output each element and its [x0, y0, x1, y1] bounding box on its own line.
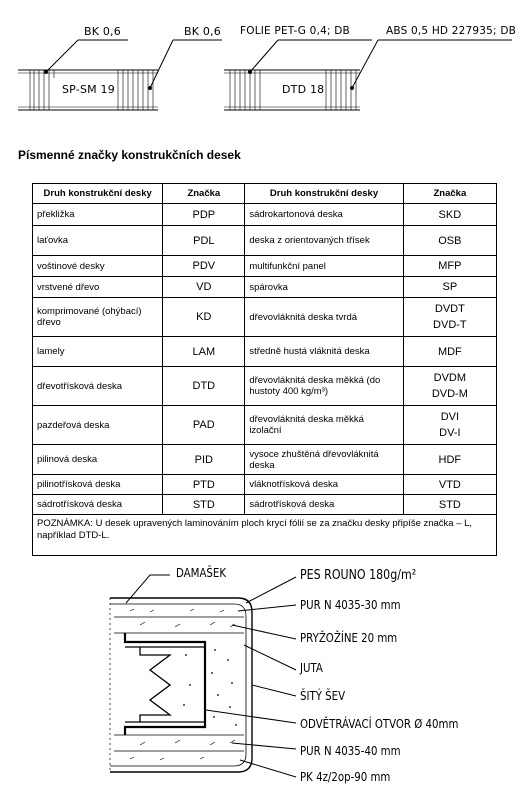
board-code: PAD — [163, 406, 245, 445]
board-codes-table — [32, 183, 497, 556]
board-code: SKD — [403, 204, 496, 226]
board-code: PID — [163, 445, 245, 475]
header-cell: Značka — [163, 184, 245, 204]
layer-label: PUR N 4035-40 mm — [300, 744, 401, 758]
layer-label: PUR N 4035-30 mm — [300, 598, 401, 612]
board-name: sádrotřísková deska — [245, 495, 403, 515]
label-bk-left: BK 0,6 — [84, 25, 121, 38]
board-name: sádrotřísková deska — [33, 495, 163, 515]
table-note-row — [33, 515, 497, 556]
code-line: DVD-T — [433, 319, 467, 331]
layer-label: ODVĚTRÁVACÍ OTVOR Ø 40mm — [300, 717, 459, 731]
table-row — [33, 277, 497, 298]
board-code: PTD — [163, 475, 245, 495]
board-name: dřevovláknitá deska tvrdá — [245, 298, 403, 337]
right-board-section — [224, 40, 512, 110]
table-row — [33, 226, 497, 256]
board-name: dřevovláknitá deska měkká izolační — [245, 406, 403, 445]
board-name: sádrokartonová deska — [245, 204, 403, 226]
upholstery-section-drawing — [0, 555, 529, 798]
board-code: MDF — [403, 337, 496, 367]
board-code: HDF — [403, 445, 496, 475]
board-name: vysoce zhuštěná dřevovláknitá deska — [245, 445, 403, 475]
board-name: vláknotřísková deska — [245, 475, 403, 495]
layer-label: PK 4z/2op-90 mm — [300, 770, 391, 784]
board-name: vrstvené dřevo — [33, 277, 163, 298]
label-abs: ABS 0,5 HD 227935; DB — [386, 25, 517, 37]
board-code: VTD — [403, 475, 496, 495]
board-name: překližka — [33, 204, 163, 226]
frame-profile — [125, 633, 205, 735]
board-name: voštinové desky — [33, 256, 163, 277]
table-row — [33, 204, 497, 226]
table-row — [33, 337, 497, 367]
board-code: PDV — [163, 256, 245, 277]
board-code: STD — [163, 495, 245, 515]
outer-contour — [110, 598, 252, 772]
section-heading: Písmenné značky konstrukčních desek — [18, 148, 241, 162]
left-board-section — [18, 40, 222, 110]
table-row — [33, 367, 497, 406]
board-code — [403, 367, 496, 406]
board-code: PDP — [163, 204, 245, 226]
code-line: DVI — [440, 411, 460, 423]
inner-contour — [110, 604, 246, 766]
board-name: lamely — [33, 337, 163, 367]
table-row — [33, 406, 497, 445]
table-row — [33, 256, 497, 277]
board-name: středně hustá vláknitá deska — [245, 337, 403, 367]
layer-label: PES ROUNO 180g/m² — [300, 568, 417, 583]
board-code: STD — [403, 495, 496, 515]
board-name: pazdeřová deska — [33, 406, 163, 445]
board-code: OSB — [403, 226, 496, 256]
board-code: PDL — [163, 226, 245, 256]
board-name: spárovka — [245, 277, 403, 298]
right-board-label: DTD 18 — [282, 83, 325, 96]
board-code: SP — [403, 277, 496, 298]
table-row — [33, 475, 497, 495]
board-name: pilinotřísková deska — [33, 475, 163, 495]
header-cell: Druh konstrukční desky — [245, 184, 403, 204]
header-cell: Značka — [403, 184, 496, 204]
board-name: pilinová deska — [33, 445, 163, 475]
table-row — [33, 298, 497, 337]
label-bk-right: BK 0,6 — [184, 25, 221, 38]
layer-label: PRYŽOŽÍNE 20 mm — [300, 631, 398, 645]
header-cell: Druh konstrukční desky — [33, 184, 163, 204]
layer-label: JUTA — [300, 661, 323, 675]
code-line: DV-I — [439, 427, 461, 439]
spring-icon — [150, 655, 170, 715]
code-line: DVDM — [433, 372, 467, 384]
table-header-row — [33, 184, 497, 204]
damask-label: DAMAŠEK — [176, 566, 227, 580]
board-code — [403, 298, 496, 337]
label-folie: FOLIE PET-G 0,4; DB — [240, 25, 350, 37]
board-name: dřevotřísková deska — [33, 367, 163, 406]
table-note: POZNÁMKA: U desek upravených laminováním ploch krycí fólií se za značku desky připíše značka – L, například DTD-L. — [33, 515, 497, 556]
board-name: komprimované (ohýbací) dřevo — [33, 298, 163, 337]
board-edge-drawing — [0, 0, 529, 125]
board-code: DTD — [163, 367, 245, 406]
board-code: LAM — [163, 337, 245, 367]
board-code: MFP — [403, 256, 496, 277]
layer-label: ŠITÝ ŠEV — [300, 689, 346, 703]
code-line: DVD-M — [431, 388, 468, 400]
table-row — [33, 495, 497, 515]
left-board-label: SP-SM 19 — [62, 83, 115, 96]
board-name: dřevovláknitá deska měkká (do hustoty 400 kg/m³) — [245, 367, 403, 406]
board-name: deska z orientovaných třísek — [245, 226, 403, 256]
table-row — [33, 445, 497, 475]
code-line: DVDT — [434, 303, 465, 315]
board-code: VD — [163, 277, 245, 298]
board-name: laťovka — [33, 226, 163, 256]
board-code — [403, 406, 496, 445]
board-name: multifunkční panel — [245, 256, 403, 277]
board-code: KD — [163, 298, 245, 337]
